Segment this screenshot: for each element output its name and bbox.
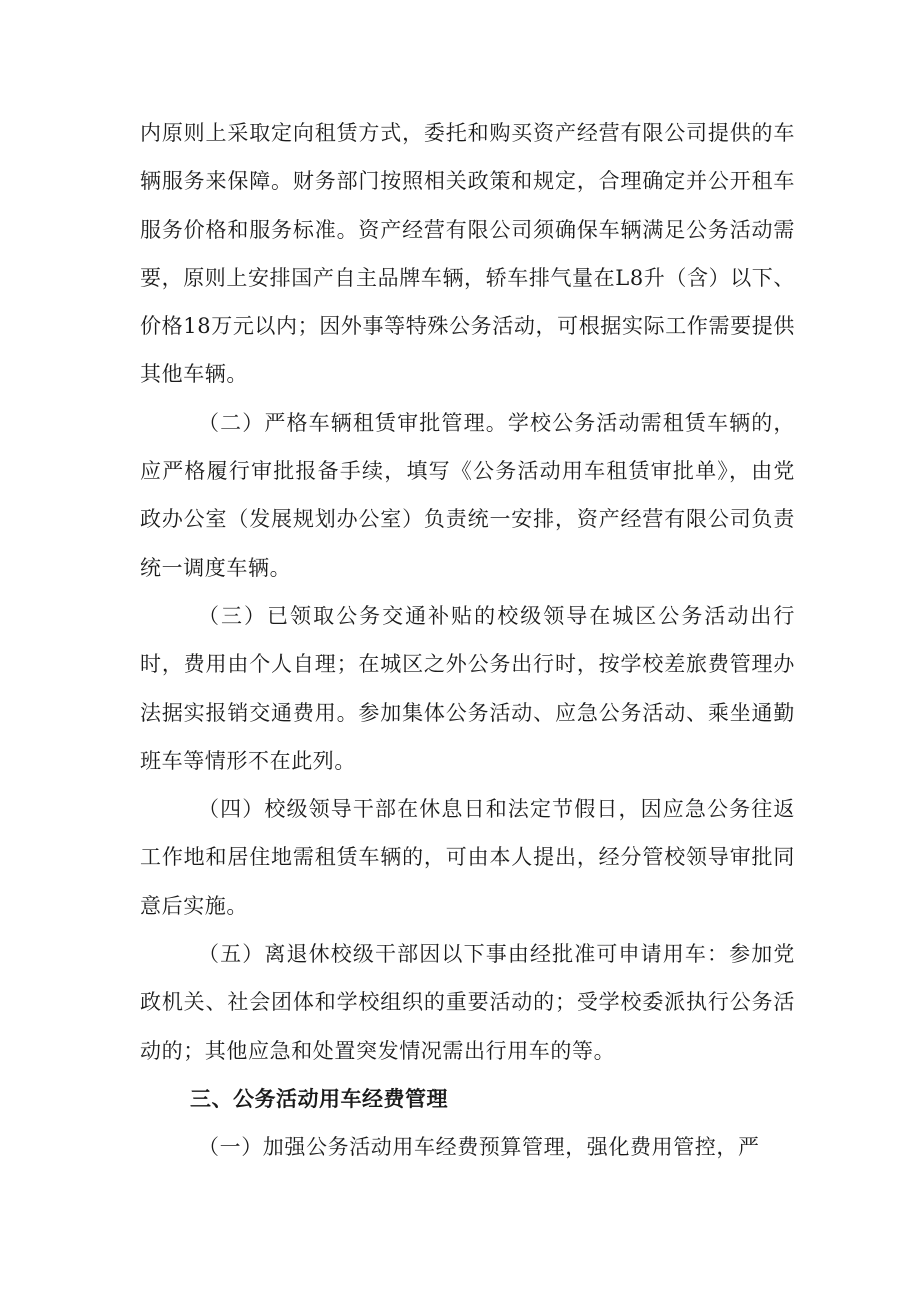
paragraph-section-3-item-1: （一）加强公务活动用车经费预算管理，强化费用管控，严 [198,1135,760,1160]
section-heading: 三、公务活动用车经费管理 [190,1086,448,1111]
document-page [140,109,795,1172]
paragraph-item-4: （四）校级领导干部在休息日和法定节假日，因应急公务往返工作地和居住地需租赁车辆的，可由本人提出，经分管校领导审批同意后实施。 [140,797,795,918]
paragraph-item-2: （二）严格车辆租赁审批管理。学校公务活动需租赁车辆的，应严格履行审批报备手续，填写《公务活动用车租赁审批单》，由党政办公室（发展规划办公室）负责统一安排，资产经营有限公司负责统一调度车辆。 [140,410,795,580]
paragraph-item-5: （五）离退休校级干部因以下事由经批准可申请用车：参加党政机关、社会团体和学校组织的重要活动的；受学校委派执行公务活动的；其他应急和处置突发情况需出行用车的等。 [140,942,795,1063]
paragraph-continuation: 内原则上采取定向租赁方式，委托和购买资产经营有限公司提供的车辆服务来保障。财务部门按照相关政策和规定，合理确定并公开租车服务价格和服务标准。资产经营有限公司须确保车辆满足公务活动需要，原则上安排国产自主品牌车辆，轿车排气量在L8升（含）以下、价格18万元以内；因外事等特殊公务活动，可根据实际工作需要提供其他车辆。 [140,121,795,387]
paragraph-item-3: （三）已领取公务交通补贴的校级领导在城区公务活动出行时，费用由个人自理；在城区之外公务出行时，按学校差旅费管理办法据实报销交通费用。参加集体公务活动、应急公务活动、乘坐通勤班车等情形不在此列。 [140,603,795,773]
